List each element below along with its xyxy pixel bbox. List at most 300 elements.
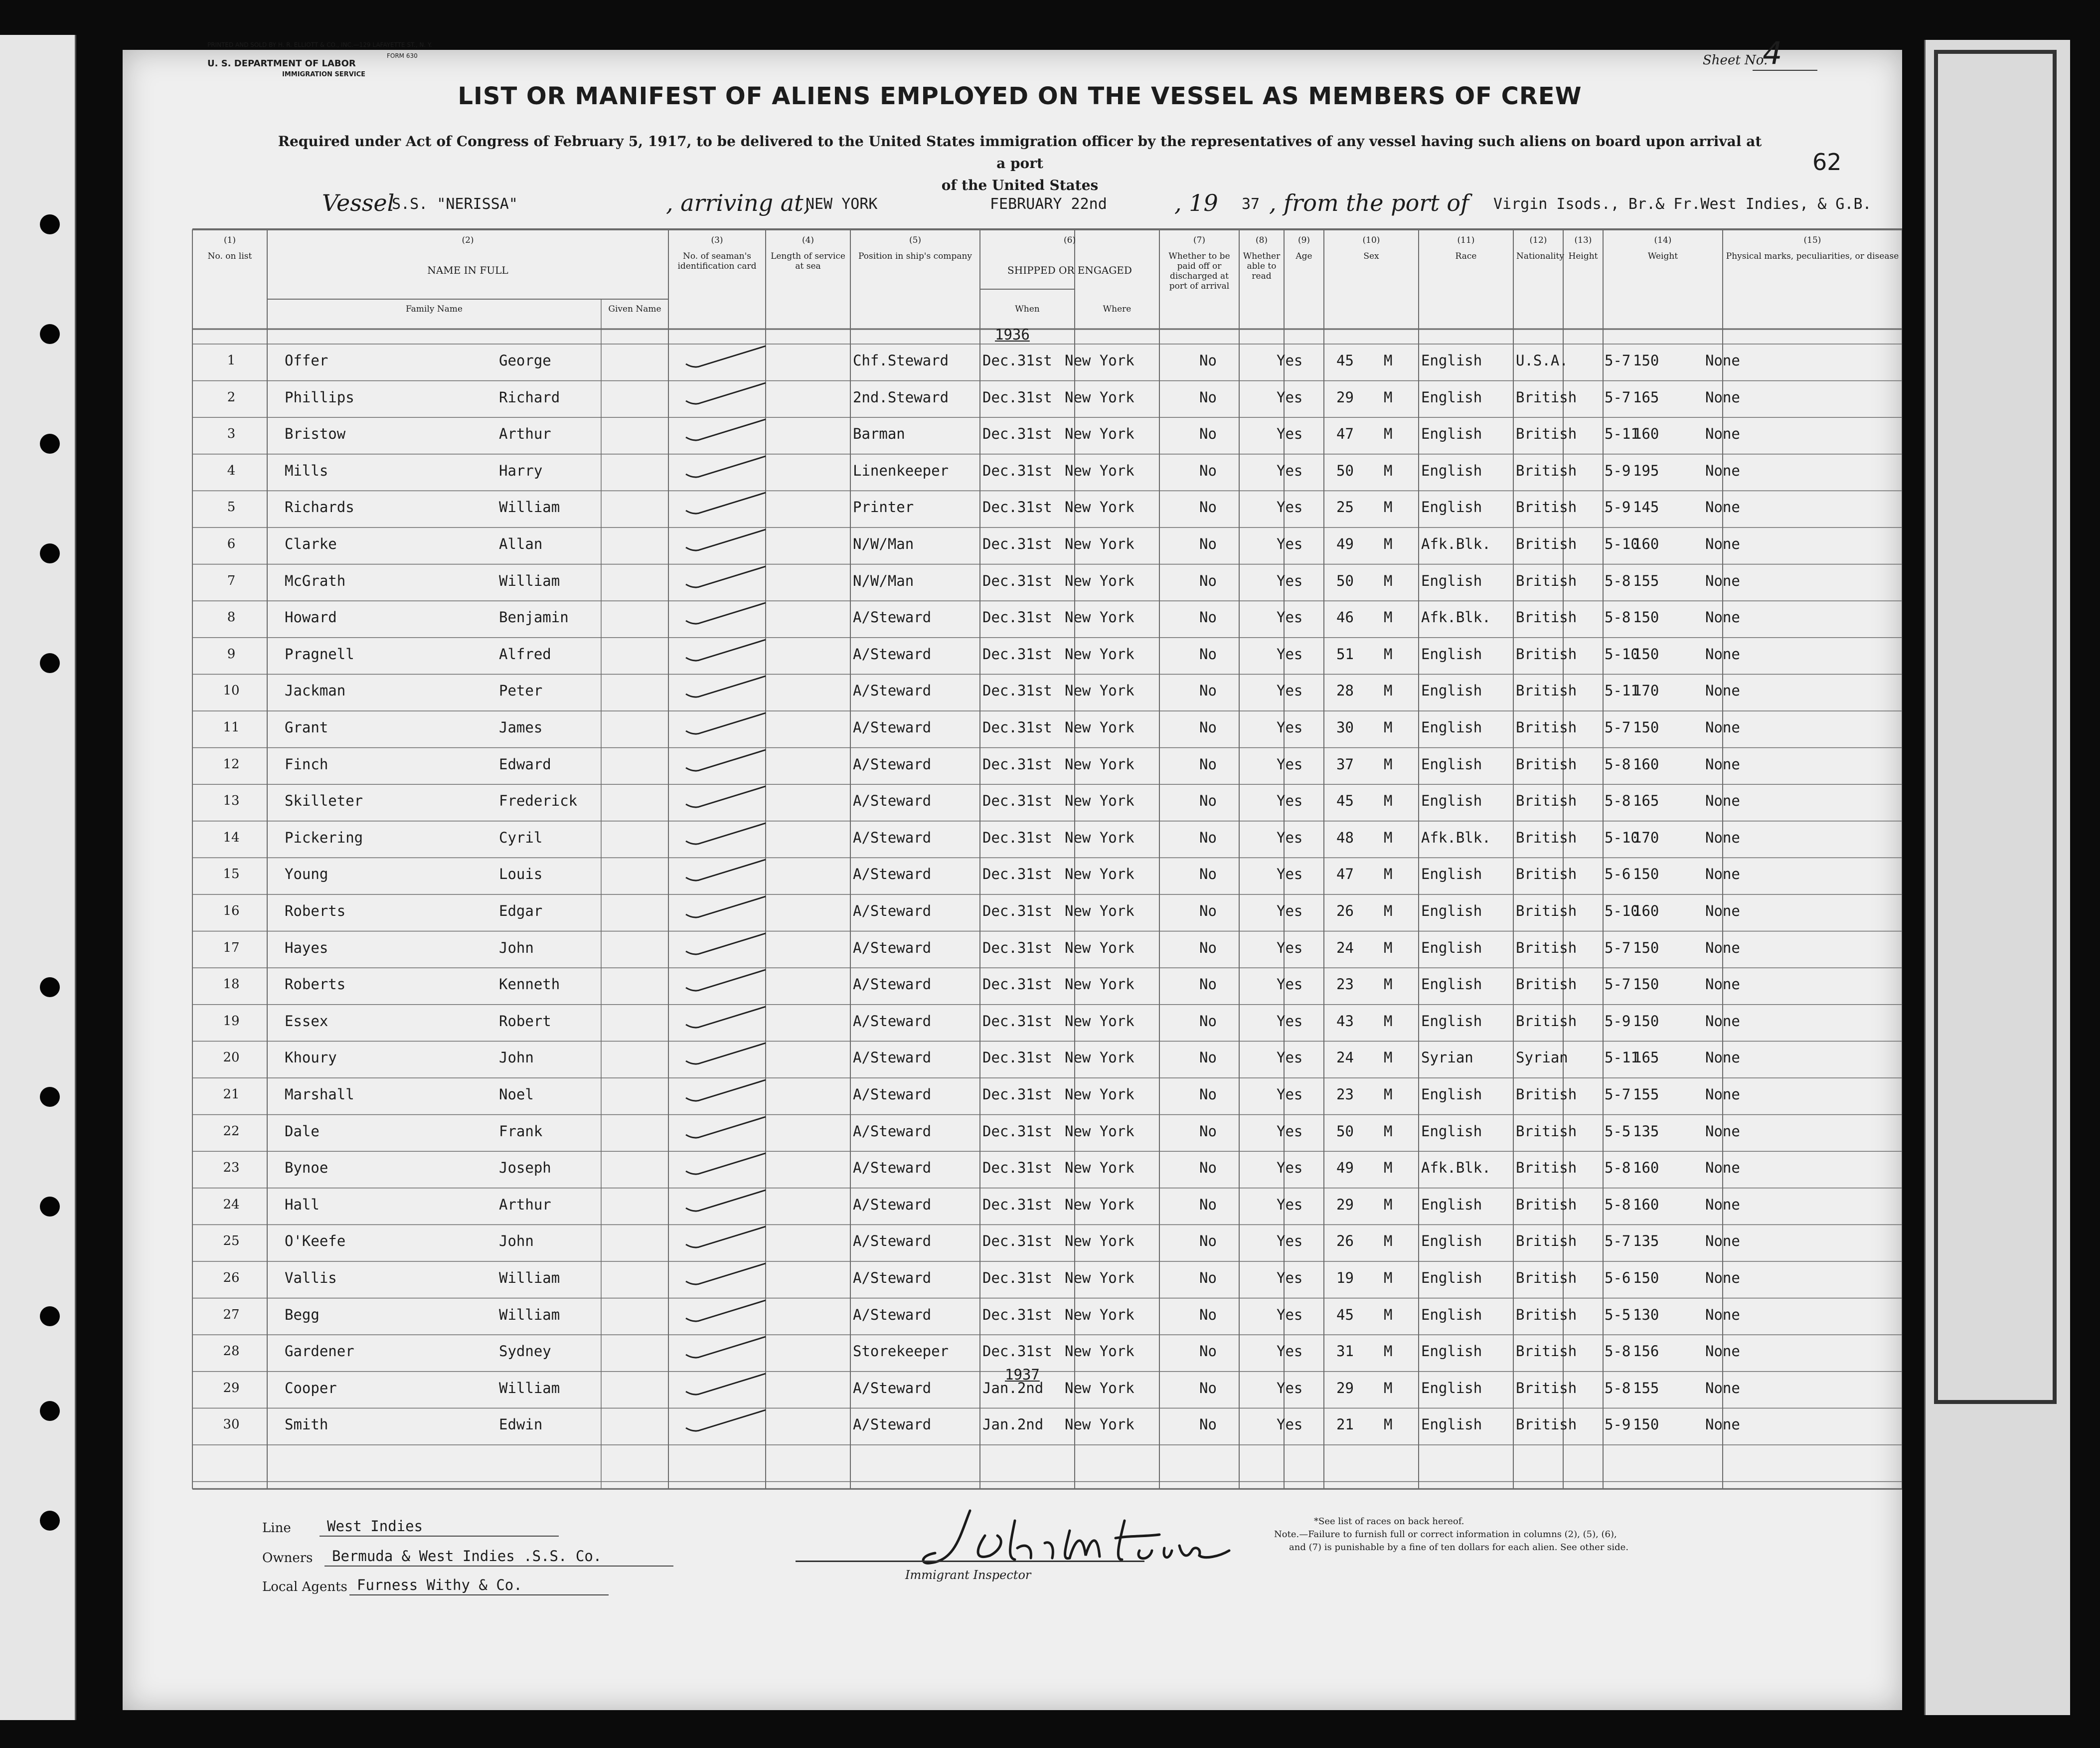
- cell-marks: None: [1705, 1232, 1740, 1250]
- cell-sex: M: [1384, 902, 1393, 919]
- cell-age: 29: [1336, 1379, 1354, 1397]
- cell-height: 5-7: [1605, 1086, 1631, 1103]
- cell-position: A/Steward: [853, 1269, 932, 1286]
- cell-read: Yes: [1277, 866, 1303, 883]
- card-check-mark: [681, 526, 771, 556]
- left-binding-strip: [0, 35, 76, 1720]
- cell-paid: No: [1199, 682, 1217, 699]
- cell-nationality: British: [1516, 572, 1577, 589]
- card-check-mark: [681, 453, 771, 483]
- cell-family: Jackman: [285, 682, 346, 699]
- cell-no: 28: [223, 1344, 240, 1359]
- cell-read: Yes: [1277, 352, 1303, 369]
- arrival-port: NEW YORK: [806, 195, 878, 213]
- cell-given: William: [499, 1379, 560, 1397]
- column-number-2: (2): [462, 235, 474, 245]
- cell-position: A/Steward: [853, 609, 932, 626]
- column-number-4: (4): [802, 235, 814, 245]
- cell-family: Hall: [285, 1196, 320, 1213]
- cell-sex: M: [1384, 719, 1393, 736]
- year-mark-1937: 1937: [1005, 1366, 1040, 1383]
- cell-sex: M: [1384, 352, 1393, 369]
- cell-given: Alfred: [499, 645, 551, 663]
- cell-where: New York: [1065, 572, 1134, 589]
- cell-nationality: British: [1516, 1306, 1577, 1323]
- cell-paid: No: [1199, 939, 1217, 956]
- cell-no: 23: [223, 1160, 240, 1176]
- cell-no: 22: [223, 1123, 240, 1139]
- cell-nationality: British: [1516, 682, 1577, 699]
- column-number-8: (8): [1255, 235, 1268, 245]
- cell-family: Pickering: [285, 829, 363, 846]
- cell-age: 25: [1336, 499, 1354, 516]
- arrival-date: FEBRUARY 22nd: [990, 195, 1107, 213]
- cell-height: 5-8: [1605, 1379, 1631, 1397]
- cell-height: 5-5: [1605, 1122, 1631, 1140]
- cell-where: New York: [1065, 1049, 1134, 1066]
- punch-hole: [40, 543, 60, 563]
- cell-age: 46: [1336, 609, 1354, 626]
- cell-where: New York: [1065, 902, 1134, 919]
- cell-where: New York: [1065, 866, 1134, 883]
- cell-when: Dec.31st: [982, 939, 1052, 956]
- column-number-14: (14): [1654, 235, 1672, 245]
- cell-no: 11: [223, 720, 240, 735]
- cell-weight: 160: [1633, 1196, 1659, 1213]
- owners-label: Owners: [262, 1551, 313, 1566]
- cell-no: 15: [223, 867, 240, 882]
- column-number-15: (15): [1803, 235, 1821, 245]
- cell-weight: 195: [1633, 462, 1659, 479]
- column-label-10: Sex: [1363, 251, 1379, 261]
- cell-no: 3: [227, 426, 236, 442]
- vessel-line: [123, 189, 1902, 219]
- cell-when: Dec.31st: [982, 1343, 1052, 1360]
- cell-read: Yes: [1277, 719, 1303, 736]
- cell-read: Yes: [1277, 902, 1303, 919]
- column-sublabel-when: When: [1015, 304, 1040, 314]
- cell-weight: 145: [1633, 499, 1659, 516]
- cell-marks: None: [1705, 1012, 1740, 1030]
- cell-weight: 165: [1633, 1049, 1659, 1066]
- cell-when: Dec.31st: [982, 645, 1052, 663]
- card-check-mark: [681, 747, 771, 777]
- cell-nationality: British: [1516, 1122, 1577, 1140]
- cell-when: Dec.31st: [982, 792, 1052, 810]
- sheet-no-rule: [1753, 70, 1817, 71]
- service-name: IMMIGRATION SERVICE: [282, 71, 366, 78]
- inspector-label: Immigrant Inspector: [905, 1568, 1031, 1582]
- cell-position: A/Steward: [853, 976, 932, 993]
- cell-family: Khoury: [285, 1049, 337, 1066]
- cell-marks: None: [1705, 1196, 1740, 1213]
- cell-position: A/Steward: [853, 1049, 932, 1066]
- cell-sex: M: [1384, 1196, 1393, 1213]
- column-sublabel-where: Where: [1103, 304, 1131, 314]
- cell-read: Yes: [1277, 1306, 1303, 1323]
- cell-marks: None: [1705, 645, 1740, 663]
- cell-read: Yes: [1277, 572, 1303, 589]
- cell-position: A/Steward: [853, 682, 932, 699]
- cell-nationality: British: [1516, 976, 1577, 993]
- column-label-12: Nationality: [1516, 251, 1564, 261]
- cell-height: 5-9: [1605, 499, 1631, 516]
- card-check-mark: [681, 710, 771, 740]
- cell-paid: No: [1199, 1379, 1217, 1397]
- card-check-mark: [681, 930, 771, 960]
- cell-nationality: British: [1516, 792, 1577, 810]
- agents-value: Furness Withy & Co.: [357, 1576, 522, 1593]
- cell-position: A/Steward: [853, 1196, 932, 1213]
- cell-nationality: British: [1516, 1159, 1577, 1177]
- cell-weight: 150: [1633, 939, 1659, 956]
- cell-age: 28: [1336, 682, 1354, 699]
- cell-age: 50: [1336, 572, 1354, 589]
- cell-when: Dec.31st: [982, 1122, 1052, 1140]
- cell-when: Dec.31st: [982, 902, 1052, 919]
- column-label-15: Physical marks, peculiarities, or disease: [1726, 251, 1899, 261]
- cell-when: Dec.31st: [982, 1269, 1052, 1286]
- cell-age: 23: [1336, 976, 1354, 993]
- cell-when: Dec.31st: [982, 499, 1052, 516]
- cell-position: A/Steward: [853, 645, 932, 663]
- cell-weight: 135: [1633, 1122, 1659, 1140]
- card-check-mark: [681, 857, 771, 886]
- cell-sex: M: [1384, 682, 1393, 699]
- cell-sex: M: [1384, 1343, 1393, 1360]
- cell-paid: No: [1199, 645, 1217, 663]
- cell-marks: None: [1705, 609, 1740, 626]
- cell-weight: 150: [1633, 719, 1659, 736]
- cell-read: Yes: [1277, 682, 1303, 699]
- cell-age: 23: [1336, 1086, 1354, 1103]
- cell-marks: None: [1705, 682, 1740, 699]
- cell-read: Yes: [1277, 1012, 1303, 1030]
- cell-family: Vallis: [285, 1269, 337, 1286]
- cell-paid: No: [1199, 755, 1217, 773]
- cell-paid: No: [1199, 572, 1217, 589]
- cell-position: N/W/Man: [853, 572, 914, 589]
- cell-when: Dec.31st: [982, 1196, 1052, 1213]
- cell-nationality: British: [1516, 462, 1577, 479]
- cell-where: New York: [1065, 1012, 1134, 1030]
- cell-race: English: [1421, 1416, 1482, 1433]
- cell-height: 5-7: [1605, 939, 1631, 956]
- line-rule: [320, 1536, 559, 1537]
- column-label-5: Position in ship's company: [858, 251, 972, 261]
- cell-position: N/W/Man: [853, 535, 914, 552]
- cell-when: Dec.31st: [982, 755, 1052, 773]
- punch-hole: [40, 977, 60, 997]
- cell-height: 5-10: [1605, 829, 1639, 846]
- cell-nationality: British: [1516, 1232, 1577, 1250]
- cell-given: Louis: [499, 866, 543, 883]
- cell-no: 6: [227, 536, 236, 551]
- cell-given: Edwin: [499, 1416, 543, 1433]
- cell-given: Frederick: [499, 792, 578, 810]
- column-number-7: (7): [1193, 235, 1206, 245]
- cell-sex: M: [1384, 792, 1393, 810]
- cell-when: Dec.31st: [982, 1306, 1052, 1323]
- cell-where: New York: [1065, 425, 1134, 443]
- agents-rule: [349, 1594, 609, 1595]
- cell-marks: None: [1705, 572, 1740, 589]
- column-sublabel-given-name: Given Name: [608, 304, 661, 314]
- cell-given: Arthur: [499, 425, 551, 443]
- cell-given: Kenneth: [499, 976, 560, 993]
- cell-paid: No: [1199, 462, 1217, 479]
- cell-age: 45: [1336, 1306, 1354, 1323]
- cell-where: New York: [1065, 1159, 1134, 1177]
- cell-race: Afk.Blk.: [1421, 829, 1491, 846]
- cell-family: Skilleter: [285, 792, 363, 810]
- cell-age: 30: [1336, 719, 1354, 736]
- cell-weight: 150: [1633, 1269, 1659, 1286]
- cell-sex: M: [1384, 866, 1393, 883]
- cell-race: English: [1421, 976, 1482, 993]
- punch-hole: [40, 1306, 60, 1326]
- department-name: U. S. DEPARTMENT OF LABOR: [207, 58, 356, 69]
- cell-paid: No: [1199, 976, 1217, 993]
- cell-given: Robert: [499, 1012, 551, 1030]
- cell-read: Yes: [1277, 645, 1303, 663]
- column-number-11: (11): [1457, 235, 1475, 245]
- card-check-mark: [681, 820, 771, 850]
- cell-given: Benjamin: [499, 609, 569, 626]
- cell-marks: None: [1705, 388, 1740, 406]
- cell-given: Sydney: [499, 1343, 551, 1360]
- cell-where: New York: [1065, 1306, 1134, 1323]
- inspector-signature: [900, 1501, 1249, 1575]
- cell-paid: No: [1199, 1306, 1217, 1323]
- card-check-mark: [681, 1334, 771, 1364]
- cell-nationality: British: [1516, 719, 1577, 736]
- agents-label: Local Agents: [262, 1579, 347, 1594]
- cell-given: Edgar: [499, 902, 543, 919]
- cell-when: Dec.31st: [982, 682, 1052, 699]
- punch-hole: [40, 1401, 60, 1421]
- cell-marks: None: [1705, 1269, 1740, 1286]
- manifest-subtitle: [272, 131, 1768, 196]
- cell-weight: 150: [1633, 866, 1659, 883]
- cell-position: A/Steward: [853, 719, 932, 736]
- cell-height: 5-7: [1605, 976, 1631, 993]
- cell-position: Chf.Steward: [853, 352, 949, 369]
- cell-race: English: [1421, 1343, 1482, 1360]
- sheet-no-value: 4: [1763, 35, 1782, 71]
- cell-nationality: British: [1516, 829, 1577, 846]
- cell-height: 5-10: [1605, 645, 1639, 663]
- cell-family: Cooper: [285, 1379, 337, 1397]
- cell-race: Syrian: [1421, 1049, 1473, 1066]
- cell-weight: 165: [1633, 792, 1659, 810]
- cell-age: 24: [1336, 1049, 1354, 1066]
- cell-when: Jan.2nd: [982, 1416, 1044, 1433]
- year-prefix: , 19: [1174, 189, 1218, 216]
- cell-sex: M: [1384, 939, 1393, 956]
- cell-sex: M: [1384, 609, 1393, 626]
- cell-marks: None: [1705, 1086, 1740, 1103]
- card-check-mark: [681, 490, 771, 520]
- cell-age: 21: [1336, 1416, 1354, 1433]
- cell-read: Yes: [1277, 462, 1303, 479]
- cell-nationality: British: [1516, 755, 1577, 773]
- cell-nationality: British: [1516, 1379, 1577, 1397]
- cell-nationality: British: [1516, 499, 1577, 516]
- cell-race: Afk.Blk.: [1421, 609, 1491, 626]
- cell-weight: 150: [1633, 609, 1659, 626]
- cell-where: New York: [1065, 792, 1134, 810]
- punch-hole: [40, 1511, 60, 1531]
- cell-family: Finch: [285, 755, 328, 773]
- cell-height: 5-8: [1605, 1196, 1631, 1213]
- subtitle-line-2: of the United States: [941, 177, 1099, 193]
- card-check-mark: [681, 416, 771, 446]
- cell-sex: M: [1384, 425, 1393, 443]
- cell-sex: M: [1384, 1159, 1393, 1177]
- cell-given: Richard: [499, 388, 560, 406]
- cell-where: New York: [1065, 719, 1134, 736]
- cell-race: Afk.Blk.: [1421, 1159, 1491, 1177]
- cell-race: English: [1421, 572, 1482, 589]
- cell-race: English: [1421, 645, 1482, 663]
- card-check-mark: [681, 1260, 771, 1290]
- cell-position: Barman: [853, 425, 905, 443]
- cell-when: Dec.31st: [982, 572, 1052, 589]
- cell-read: Yes: [1277, 535, 1303, 552]
- cell-nationality: British: [1516, 1012, 1577, 1030]
- cell-height: 5-11: [1605, 1049, 1639, 1066]
- cell-read: Yes: [1277, 829, 1303, 846]
- cell-paid: No: [1199, 1012, 1217, 1030]
- year-suffix: 37: [1242, 195, 1260, 213]
- cell-weight: 155: [1633, 1086, 1659, 1103]
- cell-position: Storekeeper: [853, 1343, 949, 1360]
- cell-paid: No: [1199, 1269, 1217, 1286]
- card-check-mark: [681, 1114, 771, 1144]
- cell-read: Yes: [1277, 1232, 1303, 1250]
- cell-when: Dec.31st: [982, 462, 1052, 479]
- column-label-13: Height: [1568, 251, 1598, 261]
- cell-no: 14: [223, 830, 240, 845]
- cell-when: Dec.31st: [982, 1012, 1052, 1030]
- cell-race: English: [1421, 755, 1482, 773]
- cell-family: Bynoe: [285, 1159, 328, 1177]
- cell-where: New York: [1065, 1196, 1134, 1213]
- cell-read: Yes: [1277, 976, 1303, 993]
- card-check-mark: [681, 637, 771, 667]
- card-check-mark: [681, 563, 771, 593]
- cell-read: Yes: [1277, 1379, 1303, 1397]
- cell-race: English: [1421, 719, 1482, 736]
- column-number-12: (12): [1529, 235, 1547, 245]
- cell-nationality: British: [1516, 1343, 1577, 1360]
- cell-sex: M: [1384, 388, 1393, 406]
- cell-weight: 160: [1633, 425, 1659, 443]
- cell-age: 51: [1336, 645, 1354, 663]
- manifest-title: LIST OR MANIFEST OF ALIENS EMPLOYED ON THE VESSEL AS MEMBERS OF CREW: [458, 82, 1582, 110]
- cell-paid: No: [1199, 1049, 1217, 1066]
- cell-read: Yes: [1277, 1049, 1303, 1066]
- cell-given: James: [499, 719, 543, 736]
- cell-where: New York: [1065, 388, 1134, 406]
- cell-read: Yes: [1277, 1122, 1303, 1140]
- cell-given: George: [499, 352, 551, 369]
- cell-marks: None: [1705, 425, 1740, 443]
- cell-paid: No: [1199, 425, 1217, 443]
- card-check-mark: [681, 1150, 771, 1180]
- cell-age: 26: [1336, 902, 1354, 919]
- cell-where: New York: [1065, 645, 1134, 663]
- cell-family: Mills: [285, 462, 328, 479]
- cell-position: A/Steward: [853, 792, 932, 810]
- cell-nationality: British: [1516, 645, 1577, 663]
- cell-family: Clarke: [285, 535, 337, 552]
- punch-hole: [40, 434, 60, 454]
- cell-paid: No: [1199, 792, 1217, 810]
- cell-weight: 150: [1633, 352, 1659, 369]
- cell-no: 20: [223, 1050, 240, 1065]
- cell-paid: No: [1199, 1196, 1217, 1213]
- cell-when: Dec.31st: [982, 1232, 1052, 1250]
- cell-height: 5-6: [1605, 1269, 1631, 1286]
- cell-sex: M: [1384, 1049, 1393, 1066]
- cell-given: John: [499, 1049, 534, 1066]
- cell-height: 5-10: [1605, 535, 1639, 552]
- cell-position: A/Steward: [853, 1416, 932, 1433]
- cell-when: Dec.31st: [982, 425, 1052, 443]
- cell-age: 45: [1336, 792, 1354, 810]
- cell-height: 5-9: [1605, 462, 1631, 479]
- column-label-7: Whether to be paid off or discharged at port of arrival: [1168, 251, 1230, 291]
- cell-paid: No: [1199, 352, 1217, 369]
- cell-when: Dec.31st: [982, 719, 1052, 736]
- cell-position: A/Steward: [853, 939, 932, 956]
- cell-read: Yes: [1277, 1343, 1303, 1360]
- from-label: , from the port of: [1269, 189, 1469, 216]
- cell-when: Dec.31st: [982, 388, 1052, 406]
- column-number-10: (10): [1362, 235, 1380, 245]
- cell-where: New York: [1065, 1416, 1134, 1433]
- cell-marks: None: [1705, 1122, 1740, 1140]
- cell-marks: None: [1705, 976, 1740, 993]
- cell-nationality: British: [1516, 1269, 1577, 1286]
- cell-race: English: [1421, 1269, 1482, 1286]
- cell-given: William: [499, 1269, 560, 1286]
- cell-nationality: British: [1516, 939, 1577, 956]
- cell-height: 5-7: [1605, 719, 1631, 736]
- cell-marks: None: [1705, 755, 1740, 773]
- cell-position: A/Steward: [853, 1379, 932, 1397]
- vessel-name: S.S. "NERISSA": [392, 195, 518, 213]
- cell-sex: M: [1384, 1232, 1393, 1250]
- cell-paid: No: [1199, 1343, 1217, 1360]
- cell-no: 27: [223, 1307, 240, 1322]
- cell-age: 48: [1336, 829, 1354, 846]
- cell-age: 37: [1336, 755, 1354, 773]
- cell-paid: No: [1199, 1416, 1217, 1433]
- cell-position: A/Steward: [853, 1232, 932, 1250]
- cell-family: Howard: [285, 609, 337, 626]
- cell-position: 2nd.Steward: [853, 388, 949, 406]
- cell-sex: M: [1384, 1122, 1393, 1140]
- cell-position: A/Steward: [853, 902, 932, 919]
- cell-weight: 156: [1633, 1343, 1659, 1360]
- cell-weight: 155: [1633, 572, 1659, 589]
- inspector-rule: [796, 1561, 1144, 1562]
- cell-age: 50: [1336, 1122, 1354, 1140]
- cell-no: 19: [223, 1013, 240, 1029]
